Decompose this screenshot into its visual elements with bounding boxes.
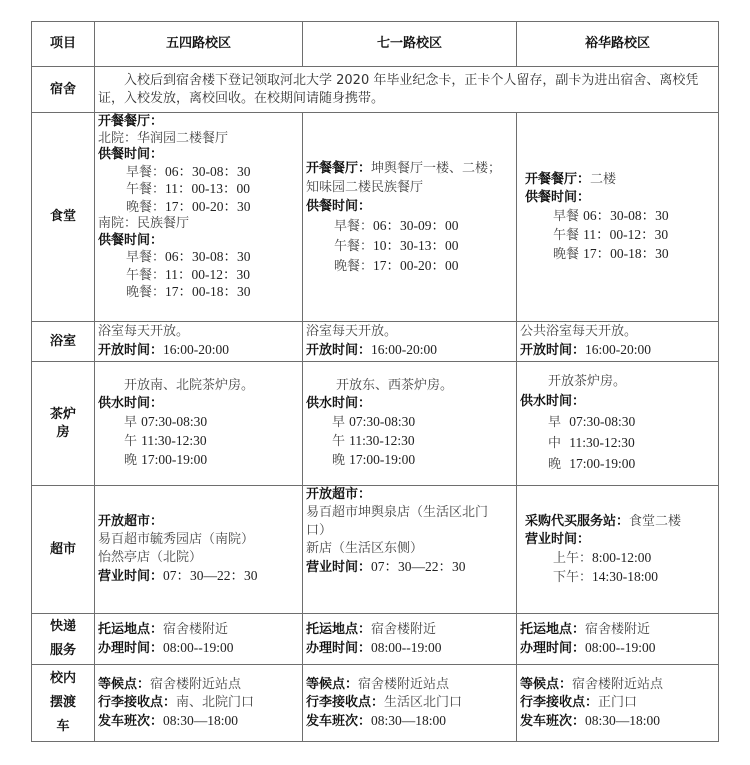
slot-time: 14:30-18:00 (592, 568, 659, 584)
row-label-express (32, 614, 95, 665)
slot-name: 早 (124, 415, 138, 430)
bath-desc: 公共浴室每天开放。 (520, 324, 638, 339)
express-time: 08:00--19:00 (371, 639, 442, 655)
bath-wusi (95, 322, 303, 362)
meal-time: 06：30-08：30 (165, 163, 251, 179)
bath-desc: 浴室每天开放。 (306, 324, 398, 339)
meal-time: 06：30-08：30 (583, 207, 669, 223)
boiler-qiyi (303, 362, 517, 486)
express-time: 08:00--19:00 (585, 639, 656, 655)
row-label-bath: 浴室 (32, 322, 95, 362)
row-express (32, 614, 719, 665)
shuttle-wait: 宿舍楼附近站点 (358, 676, 450, 692)
shuttle-wait-label: 等候点： (520, 676, 573, 692)
row-bath (32, 322, 719, 362)
boiler-desc: 开放茶炉房。 (548, 374, 627, 389)
row-label-shuttle-text: 校内摆渡车 (49, 671, 76, 734)
meal-name: 早餐： (126, 250, 166, 265)
canteen-wusi-time-label-2: 供餐时间： (98, 232, 164, 248)
market-yuhua (517, 486, 719, 614)
slot-name: 晚 (548, 457, 562, 472)
meal-name: 午餐： (126, 182, 166, 197)
bath-time: 16:00-20:00 (371, 342, 438, 357)
express-time: 08:00--19:00 (163, 639, 234, 655)
row-label-boiler-text: 茶炉房 (49, 406, 76, 440)
market-store: 新店（生活区东侧） (306, 541, 424, 556)
slot-name: 早 (332, 415, 346, 430)
row-label-dorm: 宿舍 (32, 67, 95, 113)
express-loc: 宿舍楼附近 (163, 621, 229, 637)
shuttle-schedule: 08:30—18:00 (163, 712, 239, 728)
slot-name: 午 (332, 434, 346, 449)
market-station-label: 采购代买服务站： (525, 513, 630, 529)
bath-time-label: 开放时间： (520, 343, 586, 358)
meal-time: 11：00-12：30 (165, 266, 251, 282)
express-loc-label: 托运地点： (306, 621, 372, 637)
meal-time: 17：00-18：30 (165, 284, 251, 299)
shuttle-luggage: 南、北院门口 (176, 694, 255, 710)
market-hours: 07：30—22：30 (371, 559, 466, 574)
row-label-market: 超市 (32, 486, 95, 614)
slot-time: 11:30-12:30 (349, 433, 415, 448)
row-boiler (32, 362, 719, 486)
row-canteen (32, 113, 719, 322)
slot-time: 07:30-08:30 (569, 414, 636, 429)
meal-name: 晚餐 (553, 246, 580, 262)
shuttle-wait-label: 等候点： (98, 676, 151, 692)
row-shuttle (32, 665, 719, 742)
meal-name: 晚餐： (126, 285, 166, 300)
slot-name: 晚 (124, 453, 138, 468)
market-open-label: 开放超市： (306, 487, 372, 502)
express-loc-label: 托运地点： (98, 621, 164, 637)
canteen-yuhua-open-value: 二楼 (590, 171, 617, 187)
meal-name: 早餐 (553, 208, 580, 224)
shuttle-luggage-label: 行李接收点： (306, 694, 385, 710)
meal-time: 17：00-18：30 (583, 245, 669, 261)
express-yuhua (517, 614, 719, 665)
canteen-wusi-north-label: 北院： (98, 130, 138, 146)
meal-time: 10：30-13：00 (373, 237, 459, 253)
campus-services-table (31, 21, 719, 742)
boiler-time-label: 供水时间： (520, 394, 586, 409)
bath-yuhua (517, 322, 719, 362)
shuttle-schedule-label: 发车班次： (306, 713, 372, 729)
express-time-label: 办理时间： (306, 640, 372, 656)
boiler-time-label: 供水时间： (98, 396, 164, 411)
meal-name: 午餐： (334, 238, 374, 254)
meal-name: 早餐： (126, 164, 166, 180)
canteen-wusi-north-value: 华润园二楼餐厅 (137, 130, 229, 146)
market-hours-label: 营业时间： (525, 531, 591, 547)
meal-time: 11：00-12：30 (583, 226, 669, 242)
slot-name: 上午： (553, 550, 593, 566)
header-qiyi-campus: 七一路校区 (303, 22, 517, 67)
market-wusi (95, 486, 303, 614)
shuttle-yuhua (517, 665, 719, 742)
boiler-yuhua (517, 362, 719, 486)
canteen-yuhua-time-label: 供餐时间： (525, 189, 591, 205)
shuttle-wait: 宿舍楼附近站点 (150, 676, 242, 692)
shuttle-wait: 宿舍楼附近站点 (572, 676, 664, 692)
boiler-wusi (95, 362, 303, 486)
market-hours-label: 营业时间： (98, 569, 164, 584)
express-loc: 宿舍楼附近 (371, 621, 437, 637)
row-label-express-text: 快递服务 (49, 619, 76, 658)
market-hours: 07：30—22：30 (163, 568, 258, 583)
slot-name: 中 (548, 436, 562, 451)
boiler-desc: 开放南、北院茶炉房。 (124, 378, 255, 393)
express-loc-label: 托运地点： (520, 621, 586, 637)
meal-name: 晚餐： (334, 258, 374, 274)
dorm-text: 入校后到宿舍楼下登记领取河北大学 2020 年毕业纪念卡，正卡个人留存，副卡为进出宿舍、离校凭证，入校发放，离校回收。在校期间请随身携带。 (95, 67, 719, 113)
header-item: 项目 (32, 22, 95, 67)
meal-name: 午餐 (553, 227, 580, 243)
slot-time: 17:00-19:00 (569, 456, 636, 471)
meal-name: 午餐： (126, 267, 166, 283)
slot-name: 午 (124, 434, 138, 449)
canteen-wusi-open-label: 开餐餐厅： (98, 114, 164, 129)
shuttle-schedule-label: 发车班次： (98, 713, 164, 729)
express-qiyi (303, 614, 517, 665)
market-hours-label: 营业时间： (306, 560, 372, 575)
bath-time-label: 开放时间： (98, 343, 164, 358)
slot-time: 8:00-12:00 (592, 549, 652, 565)
bath-time: 16:00-20:00 (163, 342, 230, 357)
bath-time: 16:00-20:00 (585, 342, 652, 357)
canteen-wusi (95, 113, 303, 322)
bath-desc: 浴室每天开放。 (98, 324, 190, 339)
shuttle-wait-label: 等候点： (306, 676, 359, 692)
meal-name: 早餐： (334, 218, 374, 234)
market-qiyi (303, 486, 517, 614)
row-label-boiler (32, 362, 95, 486)
bath-qiyi (303, 322, 517, 362)
row-market (32, 486, 719, 614)
row-label-canteen: 食堂 (32, 113, 95, 322)
slot-time: 11:30-12:30 (141, 433, 207, 448)
shuttle-qiyi (303, 665, 517, 742)
canteen-qiyi-open-label: 开餐餐厅： (306, 160, 372, 176)
meal-name: 晚餐： (126, 199, 166, 215)
meal-time: 06：30-08：30 (165, 249, 251, 264)
market-store: 易百超市毓秀园店（南院） (98, 532, 255, 547)
canteen-yuhua-open-label: 开餐餐厅： (525, 171, 591, 187)
market-open-label: 开放超市： (98, 514, 164, 529)
header-row (32, 22, 719, 67)
slot-time: 07:30-08:30 (141, 414, 208, 429)
canteen-wusi-south-label: 南院： (98, 216, 138, 231)
shuttle-schedule-label: 发车班次： (520, 713, 586, 729)
canteen-qiyi-open-value: 坤舆餐厅一楼、二楼；知味园二楼民族餐厅 (306, 160, 502, 195)
shuttle-schedule: 08:30—18:00 (585, 712, 661, 728)
boiler-time-label: 供水时间： (306, 396, 372, 411)
shuttle-luggage: 生活区北门口 (384, 694, 463, 710)
row-dorm (32, 67, 719, 113)
meal-time: 06：30-09：00 (373, 217, 459, 233)
express-loc: 宿舍楼附近 (585, 621, 651, 637)
canteen-qiyi-time-label: 供餐时间： (306, 198, 372, 214)
market-station-value: 食堂二楼 (629, 513, 682, 529)
slot-time: 17:00-19:00 (349, 452, 416, 467)
bath-time-label: 开放时间： (306, 343, 372, 358)
market-store: 怡然亭店（北院） (98, 550, 203, 565)
shuttle-schedule: 08:30—18:00 (371, 712, 447, 728)
slot-time: 11:30-12:30 (569, 435, 635, 450)
meal-time: 17：00-20：30 (165, 198, 251, 214)
row-label-shuttle (32, 665, 95, 742)
express-time-label: 办理时间： (98, 640, 164, 656)
slot-time: 07:30-08:30 (349, 414, 416, 429)
slot-name: 晚 (332, 453, 346, 468)
header-yuhua-campus: 裕华路校区 (517, 22, 719, 67)
slot-name: 下午： (553, 569, 593, 585)
canteen-qiyi (303, 113, 517, 322)
express-wusi (95, 614, 303, 665)
shuttle-wusi (95, 665, 303, 742)
canteen-yuhua (517, 113, 719, 322)
meal-time: 17：00-20：00 (373, 257, 459, 273)
meal-time: 11：00-13：00 (165, 181, 251, 196)
market-store: 易百超市坤舆泉店（生活区北门口） (306, 505, 489, 538)
shuttle-luggage-label: 行李接收点： (98, 694, 177, 710)
slot-name: 早 (548, 415, 562, 430)
canteen-wusi-south-value: 民族餐厅 (137, 216, 190, 231)
express-time-label: 办理时间： (520, 640, 586, 656)
header-wusi-campus: 五四路校区 (95, 22, 303, 67)
boiler-desc: 开放东、西茶炉房。 (336, 378, 454, 393)
canteen-wusi-time-label: 供餐时间： (98, 147, 164, 162)
shuttle-luggage: 正门口 (598, 694, 638, 710)
slot-time: 17:00-19:00 (141, 452, 208, 467)
shuttle-luggage-label: 行李接收点： (520, 694, 599, 710)
